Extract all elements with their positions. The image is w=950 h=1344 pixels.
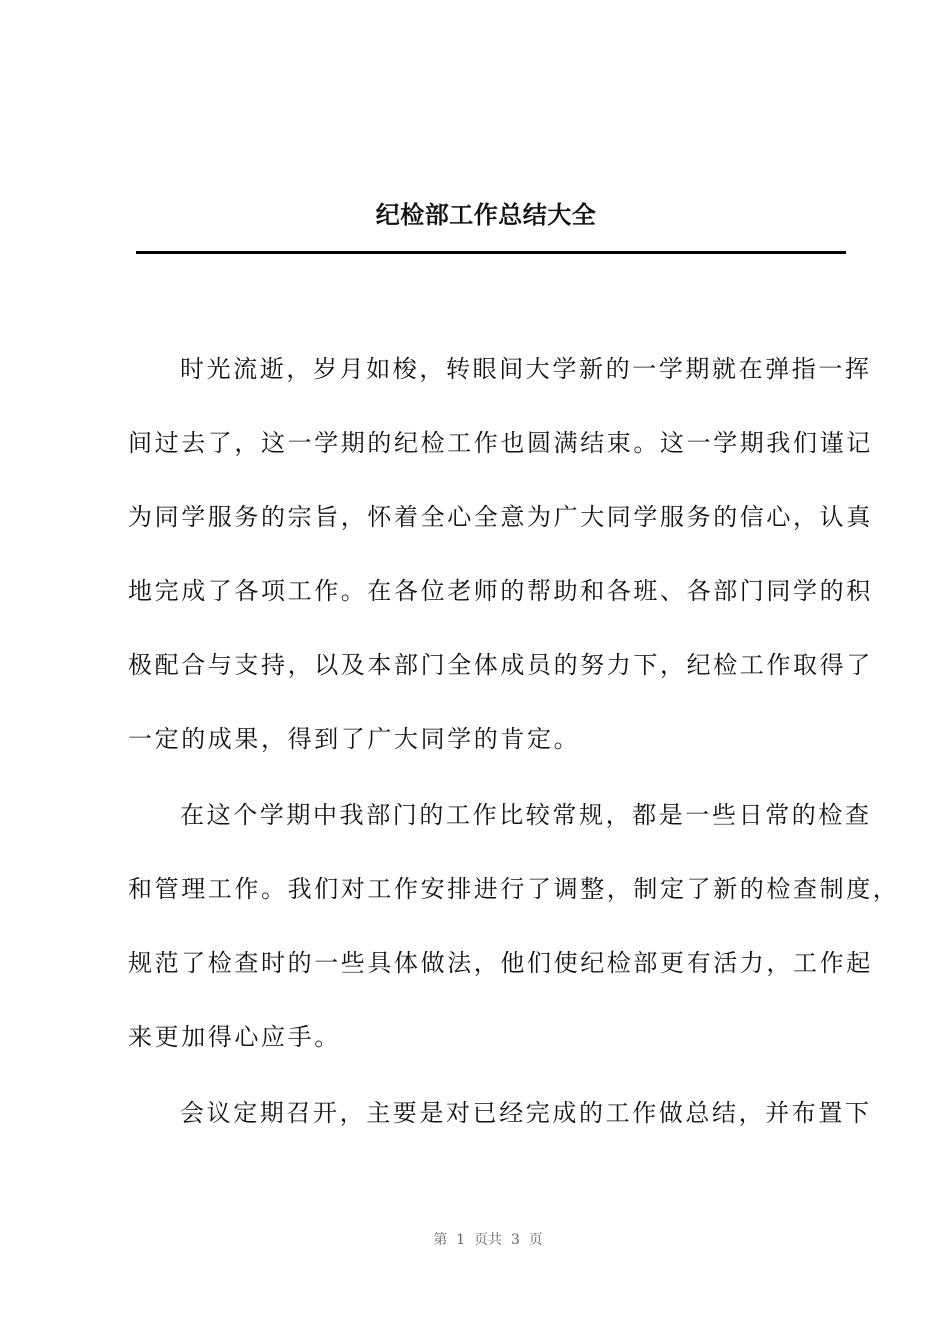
paragraph-1-line-1: 时光流逝，岁月如梭，转眼间大学新的一学期就在弹指一挥: [180, 355, 872, 383]
page-number-footer: 第 1 页共 3 页: [433, 1232, 543, 1248]
paragraph-1-line-2: 间过去了，这一学期的纪检工作也圆满结束。这一学期我们谨记: [128, 429, 873, 457]
paragraph-2-line-4: 来更加得心应手。: [128, 1023, 341, 1051]
paragraph-3-line-1: 会议定期召开，主要是对已经完成的工作做总结，并布置下: [180, 1099, 872, 1127]
paragraph-2-line-1: 在这个学期中我部门的工作比较常规，都是一些日常的检查: [180, 801, 872, 829]
paragraph-2-line-2: 和管理工作。我们对工作安排进行了调整，制定了新的检查制度，: [128, 875, 900, 903]
paragraph-1-line-6: 一定的成果，得到了广大同学的肯定。: [128, 725, 581, 753]
paragraph-1-line-5: 极配合与支持，以及本部门全体成员的努力下，纪检工作取得了: [128, 651, 873, 679]
paragraph-2-line-3: 规范了检查时的一些具体做法，他们使纪检部更有活力，工作起: [128, 949, 873, 977]
document-title: 纪检部工作总结大全: [375, 200, 597, 229]
title-underline: [136, 251, 846, 254]
paragraph-1-line-3: 为同学服务的宗旨，怀着全心全意为广大同学服务的信心，认真: [128, 503, 873, 531]
paragraph-1-line-4: 地完成了各项工作。在各位老师的帮助和各班、各部门同学的积: [128, 577, 873, 605]
